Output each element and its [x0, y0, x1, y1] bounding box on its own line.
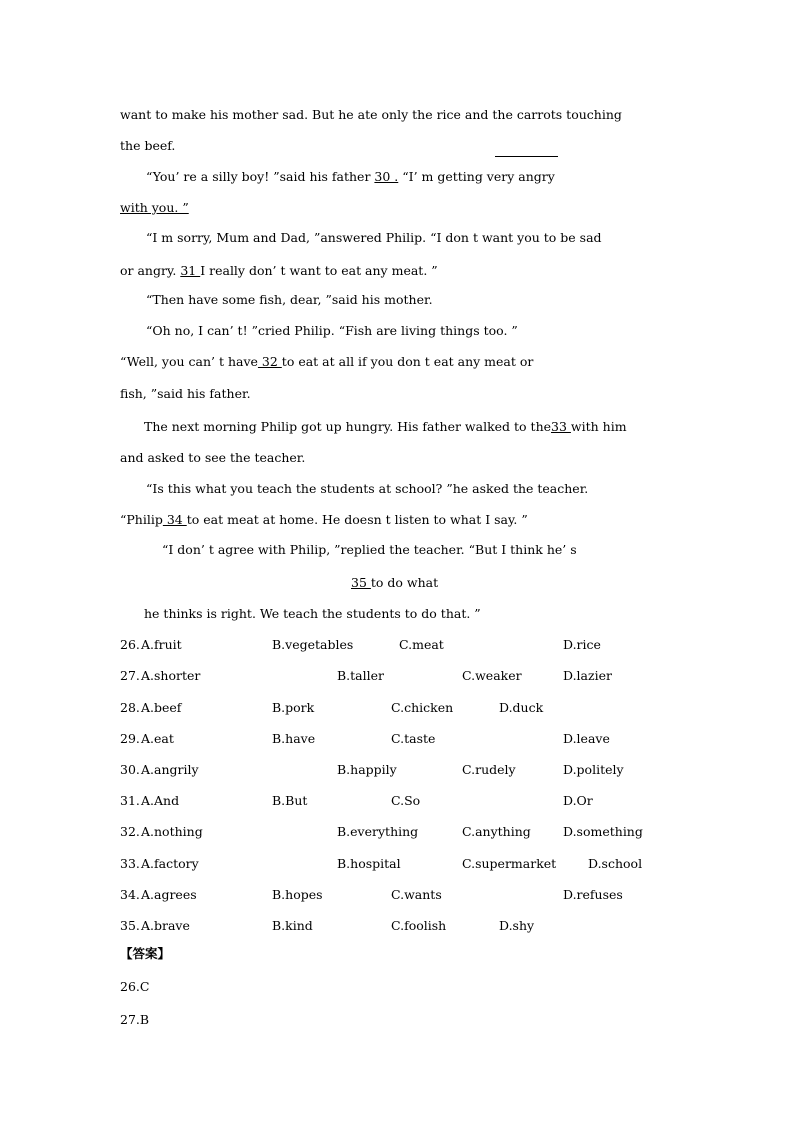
option-d: D.shy [499, 918, 535, 933]
narrative-text: with him [570, 419, 627, 434]
passage-line-1: want to make his mother sad. But he ate only the rice and the carrots touching [120, 107, 622, 122]
blank-30: 30 . [374, 169, 399, 184]
dialogue-text: “You’ re a silly boy! ”said his father [146, 169, 375, 184]
option-a: A.factory [141, 856, 199, 871]
option-d: D.school [588, 856, 643, 871]
dialogue-text: “I’ m getting very angry [398, 169, 555, 184]
underline-rule [495, 156, 558, 157]
dialogue-text: “Well, you can’ t have [120, 354, 258, 369]
question-number: 26. [120, 637, 140, 652]
option-a: A.eat [141, 731, 174, 746]
option-a: A.angrily [141, 762, 199, 777]
blank-32: 32 [257, 354, 282, 369]
option-b: B.kind [272, 918, 313, 933]
blank-34: 34 [162, 512, 187, 527]
option-a: A.shorter [141, 668, 201, 683]
question-number: 34. [120, 887, 140, 902]
option-b: B.happily [337, 762, 397, 777]
dialogue-text: to eat at all if you don t eat any meat or [281, 354, 534, 369]
answer-item: 27.B [120, 1012, 150, 1027]
narrative-text: The next morning Philip got up hungry. His father walked to the [144, 419, 552, 434]
passage-line-4: with you. ” [120, 200, 189, 215]
option-d: D.something [563, 824, 643, 839]
blank-35: 35 [351, 575, 371, 590]
option-b: B.hospital [337, 856, 401, 871]
question-number: 30. [120, 762, 140, 777]
option-d: D.rice [563, 637, 601, 652]
passage-line-16 [351, 575, 438, 591]
option-d: D.lazier [563, 668, 612, 683]
option-c: C.foolish [391, 918, 447, 933]
option-d: D.duck [499, 700, 544, 715]
option-c: C.taste [391, 731, 436, 746]
blank-31: 31 [180, 263, 201, 278]
option-b: B.have [272, 731, 316, 746]
option-a: A.And [141, 793, 180, 808]
option-c: C.anything [462, 824, 531, 839]
answer-heading: 【答案】 [120, 946, 171, 961]
passage-line-5: “I m sorry, Mum and Dad, ”answered Philip. “I don t want you to be sad [146, 230, 602, 245]
blank-33: 33 [551, 419, 571, 434]
option-b: B.vegetables [272, 637, 354, 652]
option-b: B.hopes [272, 887, 323, 902]
question-number: 31. [120, 793, 140, 808]
option-c: C.So [391, 793, 421, 808]
option-b: B.pork [272, 700, 315, 715]
passage-line-14 [120, 512, 528, 528]
option-b: B.everything [337, 824, 419, 839]
question-number: 29. [120, 731, 140, 746]
passage-line-10: fish, ”said his father. [120, 386, 251, 401]
dialogue-text: to eat meat at home. He doesn t listen to what I say. ” [186, 512, 528, 527]
passage-line-13: “Is this what you teach the students at school? ”he asked the teacher. [146, 481, 589, 496]
option-a: A.nothing [141, 824, 203, 839]
option-c: C.wants [391, 887, 442, 902]
answer-item: 26.C [120, 979, 150, 994]
option-c: C.weaker [462, 668, 522, 683]
option-c: C.chicken [391, 700, 454, 715]
dialogue-text: I really don’ t want to eat any meat. ” [200, 263, 438, 278]
option-b: B.taller [337, 668, 385, 683]
passage-line-11 [144, 419, 627, 435]
option-c: C.rudely [462, 762, 516, 777]
passage-line-17: he thinks is right. We teach the students to do that. ” [144, 606, 481, 621]
passage-line-8: “Oh no, I can’ t! ”cried Philip. “Fish are living things too. ” [146, 323, 518, 338]
question-number: 35. [120, 918, 140, 933]
option-d: D.refuses [563, 887, 623, 902]
passage-line-3 [146, 169, 555, 185]
option-a: A.brave [141, 918, 190, 933]
dialogue-text: or angry. [120, 263, 181, 278]
option-c: C.supermarket [462, 856, 557, 871]
option-d: D.leave [563, 731, 610, 746]
passage-line-9 [120, 354, 533, 370]
option-a: A.beef [141, 700, 182, 715]
dialogue-text: to do what [370, 575, 439, 590]
passage-line-15: “I don’ t agree with Philip, ”replied the teacher. “But I think he’ s [162, 542, 577, 557]
passage-line-7: “Then have some fish, dear, ”said his mother. [146, 292, 433, 307]
question-number: 32. [120, 824, 140, 839]
question-number: 33. [120, 856, 140, 871]
dialogue-text: “Philip [120, 512, 163, 527]
option-d: D.politely [563, 762, 624, 777]
passage-line-12: and asked to see the teacher. [120, 450, 306, 465]
passage-line-2: the beef. [120, 138, 176, 153]
question-number: 27. [120, 668, 140, 683]
option-a: A.agrees [141, 887, 197, 902]
option-a: A.fruit [141, 637, 182, 652]
option-d: D.Or [563, 793, 593, 808]
option-c: C.meat [399, 637, 444, 652]
option-b: B.But [272, 793, 308, 808]
question-number: 28. [120, 700, 140, 715]
passage-line-6 [120, 263, 438, 279]
